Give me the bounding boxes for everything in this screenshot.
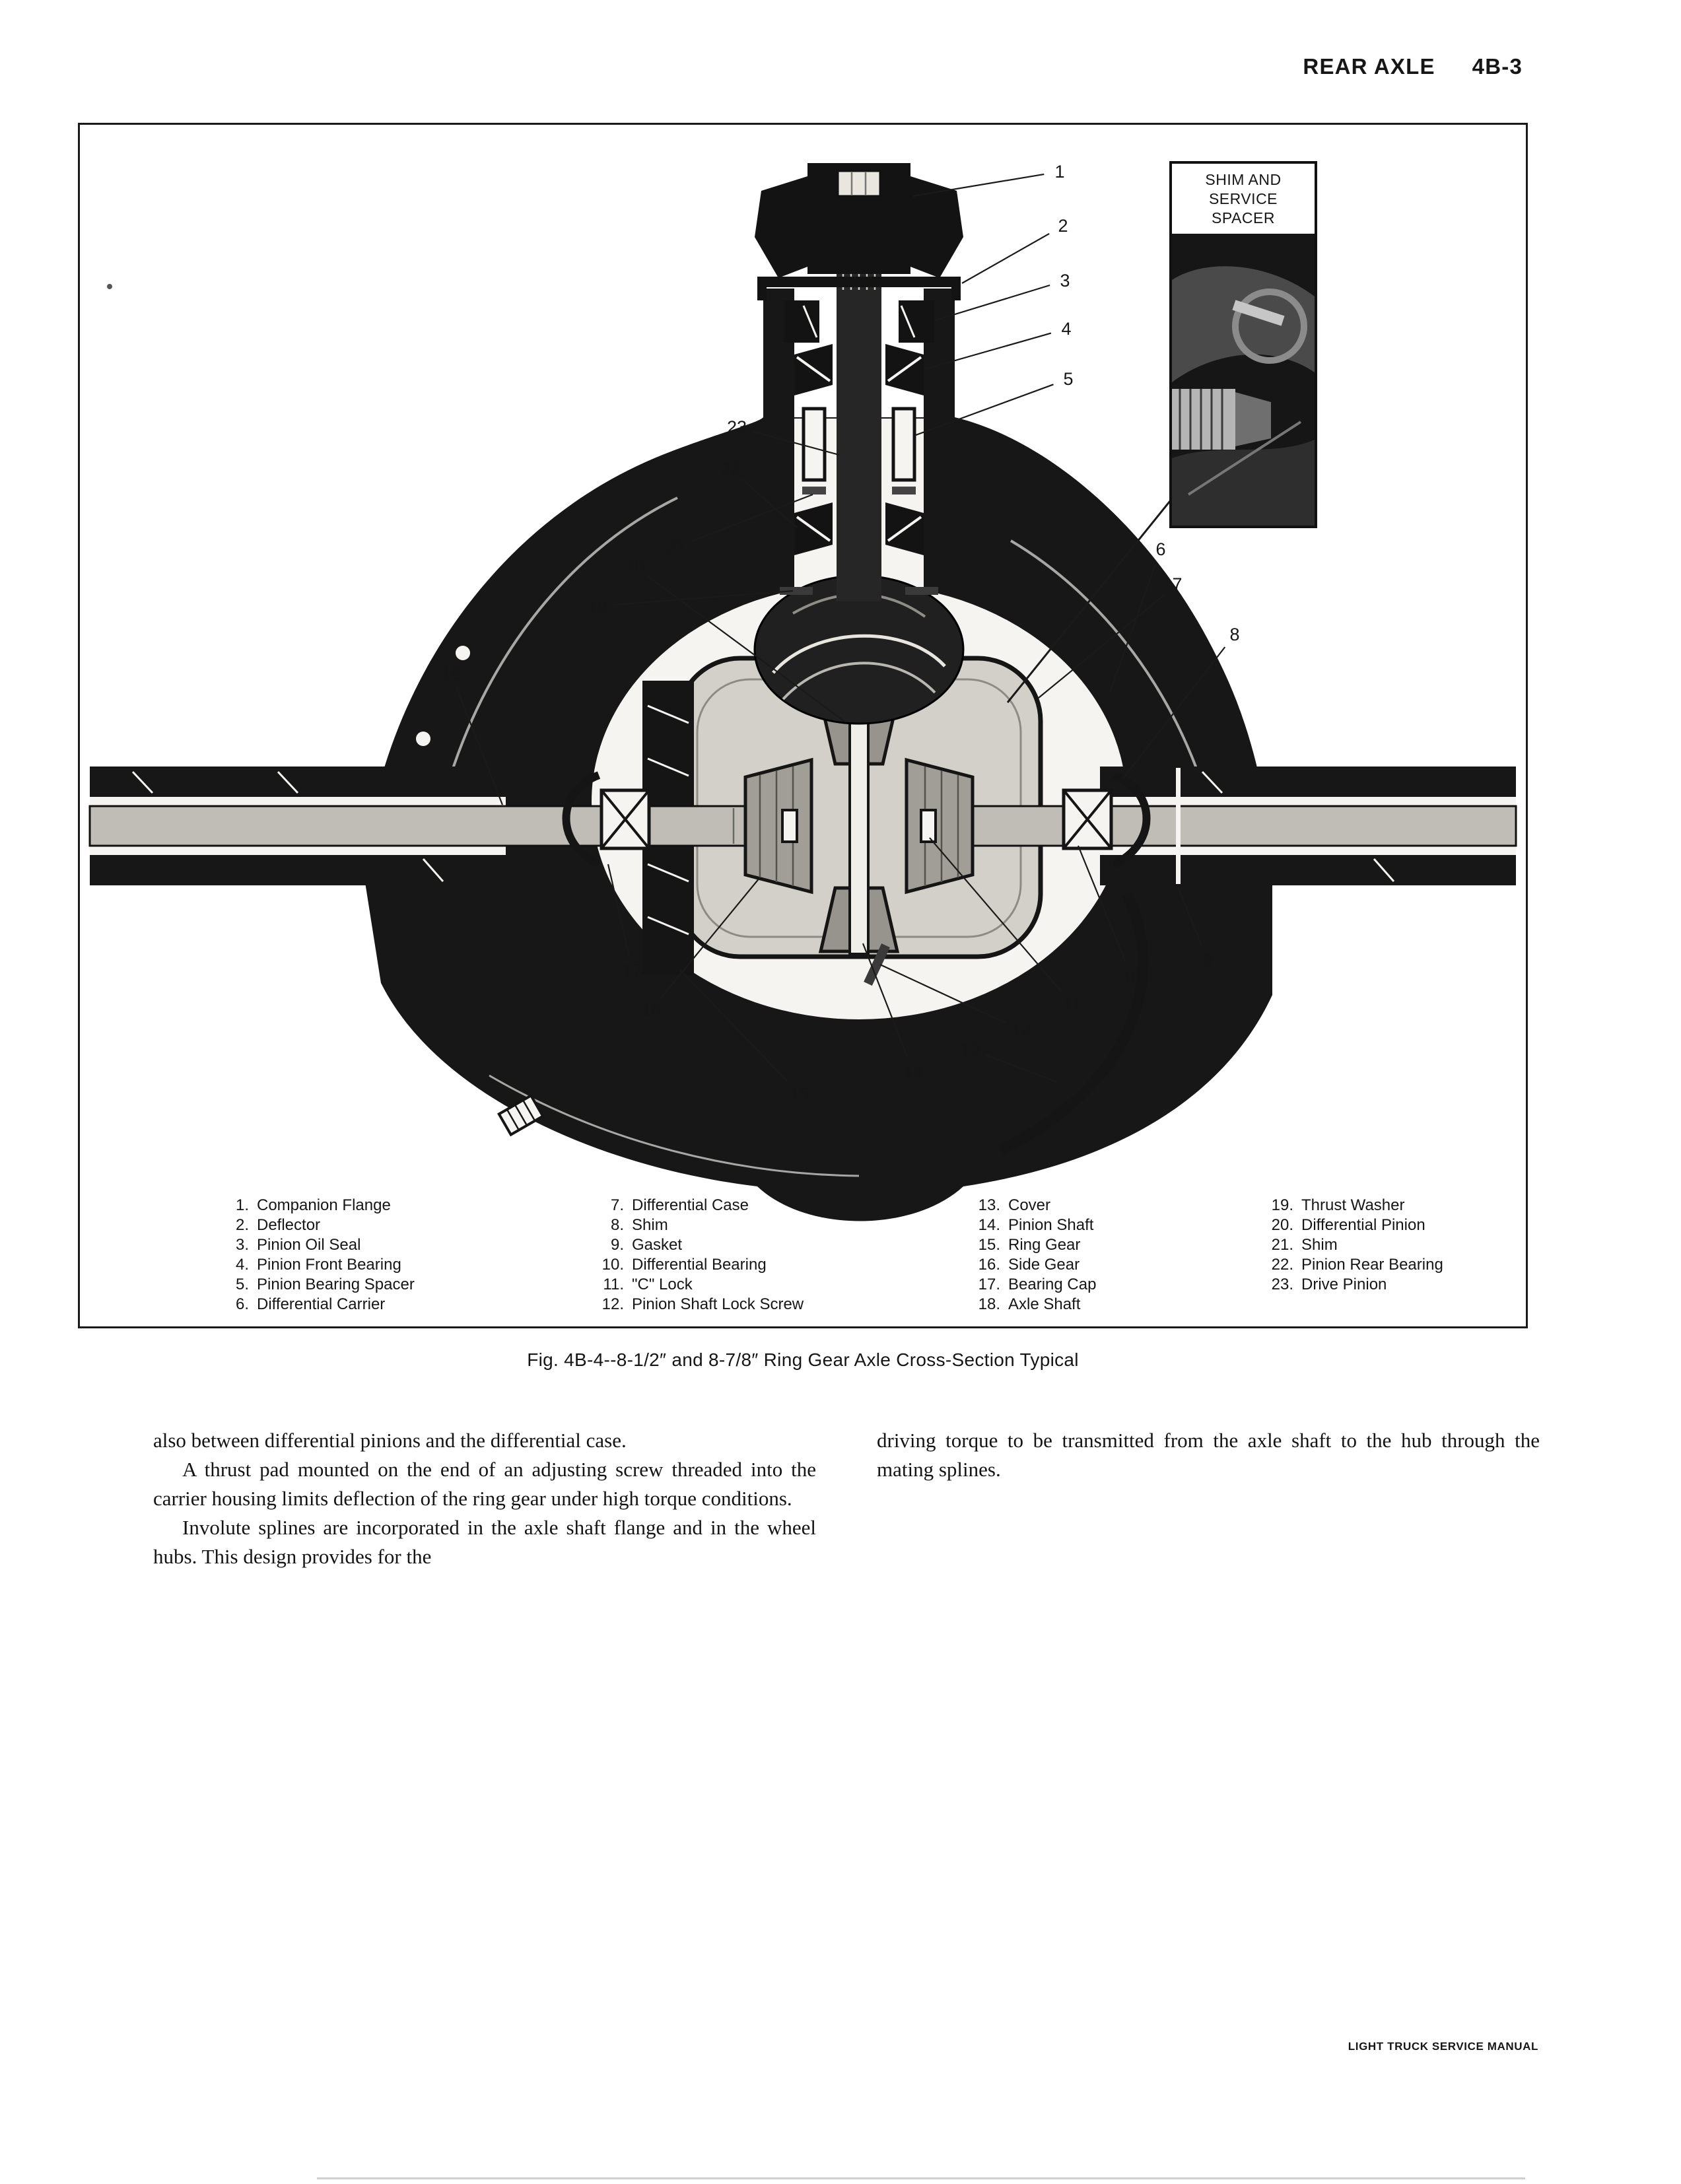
legend-item-number: 7. — [610, 1196, 624, 1214]
legend-item-number: 15. — [978, 1236, 1000, 1254]
legend-item-label: Differential Case — [632, 1196, 749, 1214]
legend-item — [219, 1255, 415, 1275]
legend-item — [219, 1295, 415, 1314]
legend-item — [970, 1196, 1096, 1215]
legend-item — [1263, 1275, 1443, 1295]
body-paragraph: A thrust pad mounted on the end of an adjusting screw threaded into the carrier housing limits deflection of the ring gear under high torque conditions. — [153, 1458, 816, 1510]
legend-item-number: 11. — [603, 1276, 624, 1293]
callout-leader-line — [962, 234, 1049, 283]
body-column-right — [877, 1426, 1540, 1571]
legend-column — [1263, 1196, 1443, 1295]
scan-artifact-line — [317, 2177, 1525, 2179]
legend-item — [1263, 1235, 1443, 1255]
inset-label — [1172, 164, 1315, 233]
inset-shim-spacer — [1169, 161, 1317, 528]
figure-callout-19: 19 — [587, 596, 608, 616]
legend-item-label: Pinion Oil Seal — [257, 1236, 361, 1254]
figure-callout-20: 20 — [624, 557, 645, 576]
body-paragraph: Involute splines are incorporated in the axle shaft flange and in the wheel hubs. This design provides for the — [153, 1516, 816, 1568]
legend-item-label: Gasket — [632, 1236, 683, 1254]
legend-item-label: Differential Bearing — [632, 1256, 767, 1274]
footer-text: LIGHT TRUCK SERVICE MANUAL — [1348, 2040, 1538, 2053]
legend-item — [219, 1275, 415, 1295]
legend-item — [1263, 1215, 1443, 1235]
legend-item-number: 22. — [1271, 1256, 1293, 1274]
legend-item-number: 16. — [978, 1256, 1000, 1274]
inset-label-line: SPACER — [1212, 209, 1275, 226]
figure-callout-18: 18 — [440, 664, 462, 683]
legend-item-number: 2. — [235, 1216, 249, 1234]
legend-item — [219, 1196, 415, 1215]
legend-item-number: 9. — [610, 1236, 624, 1254]
body-paragraph: driving torque to be transmitted from the axle shaft to the hub through the mating splines. — [877, 1429, 1540, 1481]
figure-callout-14: 14 — [903, 1062, 924, 1081]
figure-callout-16: 16 — [640, 1000, 662, 1020]
figure-callout-2: 2 — [1058, 216, 1068, 236]
legend-item-label: "C" Lock — [632, 1276, 693, 1293]
legend-item-label: Companion Flange — [257, 1196, 391, 1214]
legend-item — [594, 1255, 804, 1275]
legend-item-label: Deflector — [257, 1216, 321, 1234]
legend-item-number: 4. — [235, 1256, 249, 1274]
figure-box — [78, 123, 1528, 1328]
legend-item-number: 17. — [978, 1276, 1000, 1293]
legend-item-number: 5. — [235, 1276, 249, 1293]
figure-callout-1: 1 — [1054, 162, 1065, 182]
figure-callout-17: 17 — [622, 961, 643, 980]
legend-item-number: 13. — [978, 1196, 1000, 1214]
legend-item-label: Differential Carrier — [257, 1295, 386, 1313]
gasket — [1176, 768, 1181, 884]
legend-item — [594, 1275, 804, 1295]
legend-item — [594, 1196, 804, 1215]
section-title: REAR AXLE — [1303, 54, 1435, 79]
inset-photo — [1172, 234, 1315, 526]
figure-caption: Fig. 4B-4--8-1/2″ and 8-7/8″ Ring Gear Axle Cross-Section Typical — [527, 1349, 1079, 1370]
figure-callout-10: 10 — [1121, 967, 1142, 987]
axle-shaft-right — [937, 806, 1516, 846]
legend-item-number: 10. — [601, 1256, 624, 1274]
figure-callout-12: 12 — [1010, 1020, 1031, 1040]
legend-item — [970, 1215, 1096, 1235]
figure-callout-7: 7 — [1172, 574, 1183, 594]
legend-item-number: 19. — [1271, 1196, 1293, 1214]
pinion-shaft — [850, 691, 868, 954]
legend-item-label: Side Gear — [1008, 1256, 1080, 1274]
legend-item-label: Drive Pinion — [1301, 1276, 1387, 1293]
legend-item — [594, 1235, 804, 1255]
figure-callout-21: 21 — [666, 537, 687, 557]
legend-item-label: Bearing Cap — [1008, 1276, 1097, 1293]
legend-item-label: Thrust Washer — [1301, 1196, 1405, 1214]
legend-item — [970, 1295, 1096, 1314]
figure-callout-23: 23 — [726, 417, 747, 437]
legend-item — [594, 1295, 804, 1314]
legend-item-number: 1. — [235, 1196, 249, 1214]
legend-item-number: 21. — [1271, 1236, 1293, 1254]
legend-item-number: 6. — [235, 1295, 249, 1313]
page-header — [1303, 54, 1523, 79]
legend-column — [970, 1196, 1096, 1314]
legend-item — [219, 1215, 415, 1235]
legend-item — [970, 1235, 1096, 1255]
figure-callout-8: 8 — [1229, 625, 1240, 644]
page-footer — [1348, 2040, 1538, 2053]
legend-item-label: Pinion Front Bearing — [257, 1256, 401, 1274]
legend-item-label: Pinion Shaft Lock Screw — [632, 1295, 804, 1313]
legend-column — [594, 1196, 804, 1314]
inset-label-line: SERVICE — [1208, 190, 1278, 207]
figure-callout-5: 5 — [1063, 369, 1074, 389]
legend-item — [1263, 1196, 1443, 1215]
legend-item — [219, 1235, 415, 1255]
figure-callout-6: 6 — [1155, 539, 1166, 559]
page-number: 4B-3 — [1472, 54, 1523, 79]
legend-item-number: 14. — [978, 1216, 1000, 1234]
legend-item-number: 20. — [1271, 1216, 1293, 1234]
figure-callout-3: 3 — [1060, 271, 1070, 290]
legend-item — [594, 1215, 804, 1235]
legend-item-label: Pinion Shaft — [1008, 1216, 1094, 1234]
legend-item — [970, 1275, 1096, 1295]
legend-item — [970, 1255, 1096, 1275]
figure-callout-15: 15 — [788, 1083, 809, 1103]
figure-callout-9: 9 — [1202, 950, 1213, 970]
body-paragraph: also between differential pinions and the differential case. — [153, 1429, 627, 1452]
legend-item-label: Cover — [1008, 1196, 1051, 1214]
legend-item-label: Differential Pinion — [1301, 1216, 1425, 1234]
body-column-left — [153, 1426, 816, 1571]
body-text — [153, 1426, 1540, 1571]
legend-item-label: Pinion Bearing Spacer — [257, 1276, 415, 1293]
legend-item-label: Pinion Rear Bearing — [1301, 1256, 1443, 1274]
legend-item-label: Ring Gear — [1008, 1236, 1081, 1254]
pinion-nut — [838, 171, 880, 196]
legend-item-number: 18. — [978, 1295, 1000, 1313]
legend-item-label: Shim — [632, 1216, 668, 1234]
legend-column — [219, 1196, 415, 1314]
legend-item — [1263, 1255, 1443, 1275]
figure-callout-11: 11 — [1062, 994, 1081, 1013]
axle-shaft-left — [90, 806, 782, 846]
legend-item-number: 12. — [601, 1295, 624, 1313]
scan-speck — [107, 284, 112, 289]
figure-callout-4: 4 — [1061, 319, 1072, 339]
figure-callout-13: 13 — [960, 1039, 981, 1059]
legend-item-label: Shim — [1301, 1236, 1338, 1254]
legend-item-label: Axle Shaft — [1008, 1295, 1081, 1313]
legend-item-number: 8. — [610, 1216, 624, 1234]
legend-item-number: 3. — [235, 1236, 249, 1254]
inset-label-line: SHIM AND — [1205, 171, 1282, 188]
figure-callout-22: 22 — [720, 459, 741, 479]
legend-item-number: 23. — [1271, 1276, 1293, 1293]
